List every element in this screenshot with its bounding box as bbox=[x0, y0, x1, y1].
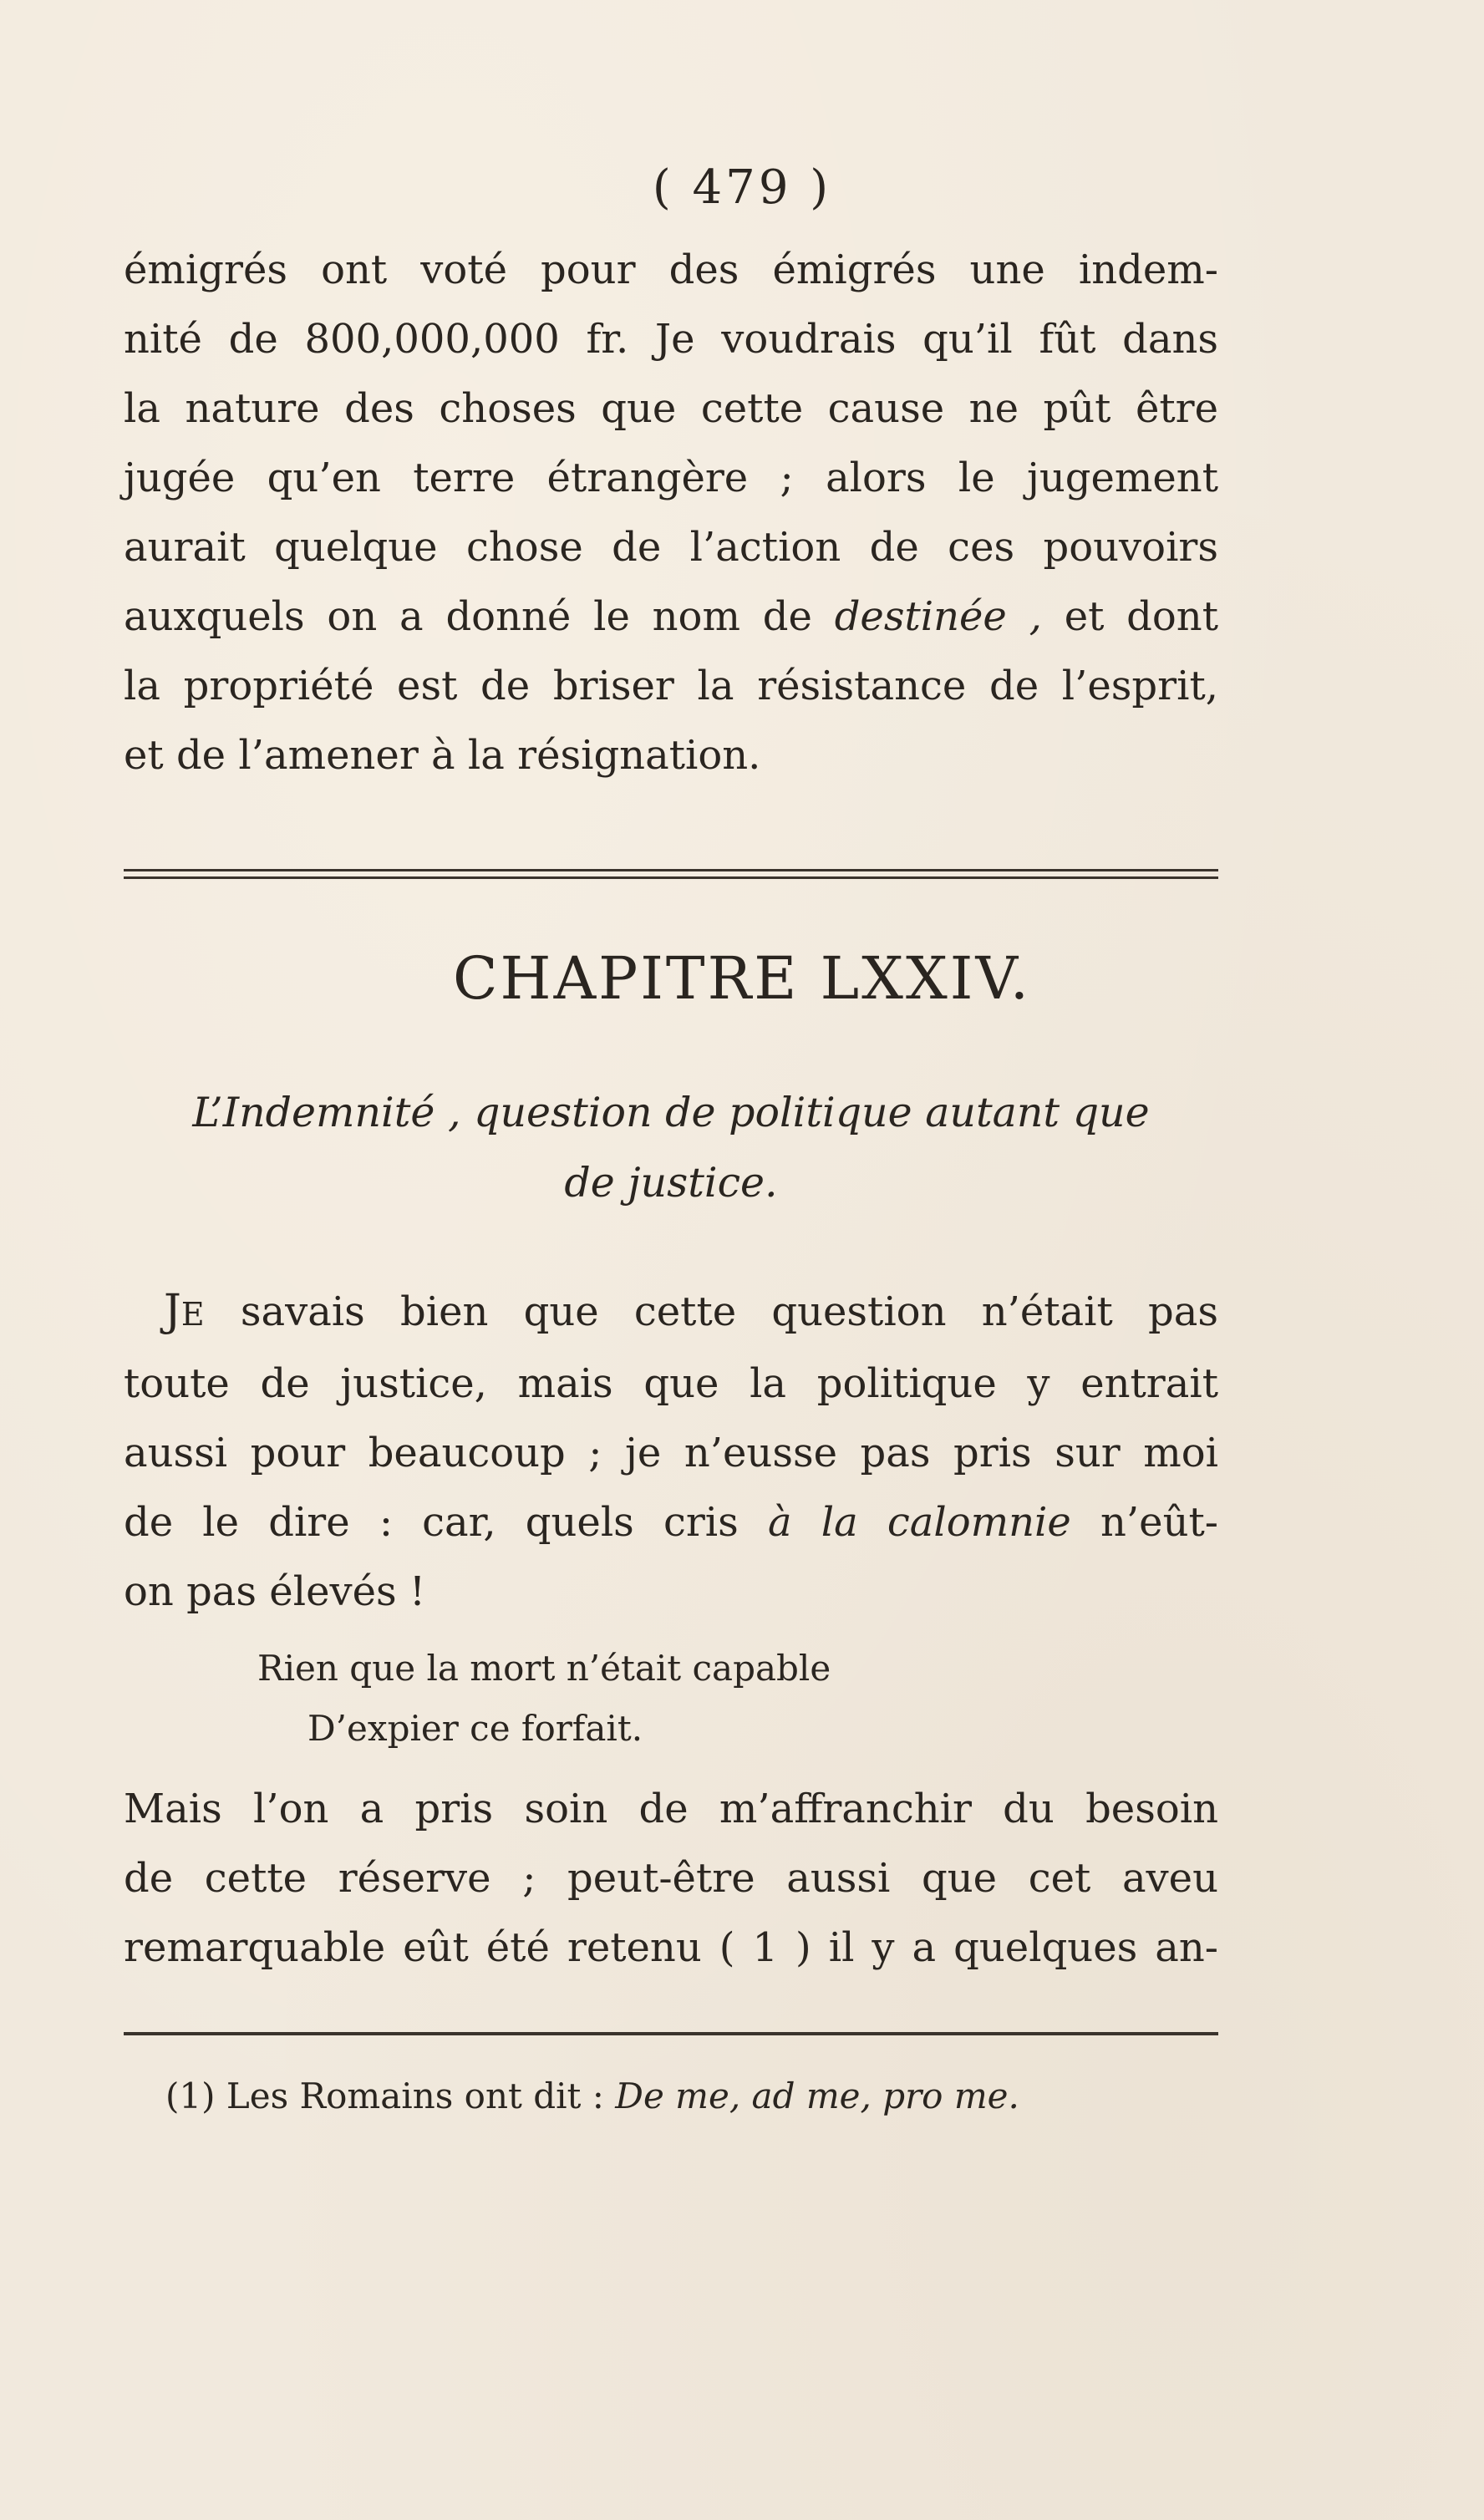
verse-line: D’expier ce forfait. bbox=[307, 1708, 643, 1749]
text-run: n’eût- bbox=[1100, 1499, 1218, 1546]
text-run: de le dire : car, quels cris bbox=[124, 1499, 739, 1546]
page-number: ( 479 ) bbox=[652, 160, 832, 215]
paragraph-line: aurait quelque chose de l’action de ces pouvoirs bbox=[124, 524, 1218, 571]
paragraph-line: Mais l’on a pris soin de m’affranchir du besoin bbox=[124, 1786, 1218, 1832]
paragraph-line: émigrés ont voté pour des émigrés une indem- bbox=[124, 246, 1218, 293]
text-run: savais bien que cette question n’était pas bbox=[240, 1288, 1219, 1335]
verse-line: Rien que la mort n’était capable bbox=[257, 1648, 831, 1689]
paragraph-line: et de l’amener à la résignation. bbox=[124, 732, 761, 779]
footnote-text: Les Romains ont dit : bbox=[226, 2075, 604, 2116]
italic-term: destinée , bbox=[834, 593, 1042, 640]
body-paragraph bbox=[124, 1277, 1218, 1627]
footnote bbox=[165, 2075, 1019, 2116]
paragraph-line bbox=[124, 582, 1218, 652]
paragraph-line bbox=[124, 1488, 1218, 1557]
paragraph-line: la propriété est de briser la résistance de l’esprit, bbox=[124, 663, 1218, 709]
italic-term: à la calomnie bbox=[767, 1499, 1071, 1546]
footnote-marker: (1) bbox=[165, 2075, 216, 2116]
paragraph-line: remarquable eût été retenu ( 1 ) il y a quelques an- bbox=[124, 1924, 1218, 1971]
paragraph-line: la nature des choses que cette cause ne pût être bbox=[124, 385, 1218, 432]
subtitle-line: L’Indemnité , question de politique autant que bbox=[192, 1089, 1150, 1136]
paragraph-line bbox=[124, 1277, 1218, 1349]
footnote-divider-rule bbox=[124, 2032, 1218, 2035]
subtitle-line: de justice. bbox=[564, 1159, 778, 1207]
dropcap-letter: J bbox=[164, 1286, 181, 1336]
chapter-divider-rule bbox=[124, 869, 1218, 879]
paragraph-line: on pas élevés ! bbox=[124, 1568, 426, 1615]
paragraph-line: de cette réserve ; peut-être aussi que cet aveu bbox=[124, 1855, 1218, 1902]
top-paragraph bbox=[124, 236, 1218, 790]
paragraph-line: nité de 800,000,000 fr. Je voudrais qu’il fût dans bbox=[124, 316, 1218, 363]
paragraph-line: aussi pour beaucoup ; je n’eusse pas pris sur moi bbox=[124, 1430, 1218, 1476]
paragraph-line: toute de justice, mais que la politique y entrait bbox=[124, 1360, 1218, 1407]
smallcap-letter: E bbox=[180, 1296, 206, 1333]
chapter-subtitle bbox=[124, 1078, 1218, 1218]
text-run: et dont bbox=[1064, 593, 1219, 640]
paragraph-line: jugée qu’en terre étrangère ; alors le jugement bbox=[124, 455, 1218, 501]
closing-paragraph bbox=[124, 1775, 1218, 1983]
chapter-title: CHAPITRE LXXIV. bbox=[452, 944, 1032, 1013]
text-run: auxquels on a donné le nom de bbox=[124, 593, 812, 640]
footnote-italic: De me, ad me, pro me. bbox=[615, 2075, 1019, 2116]
